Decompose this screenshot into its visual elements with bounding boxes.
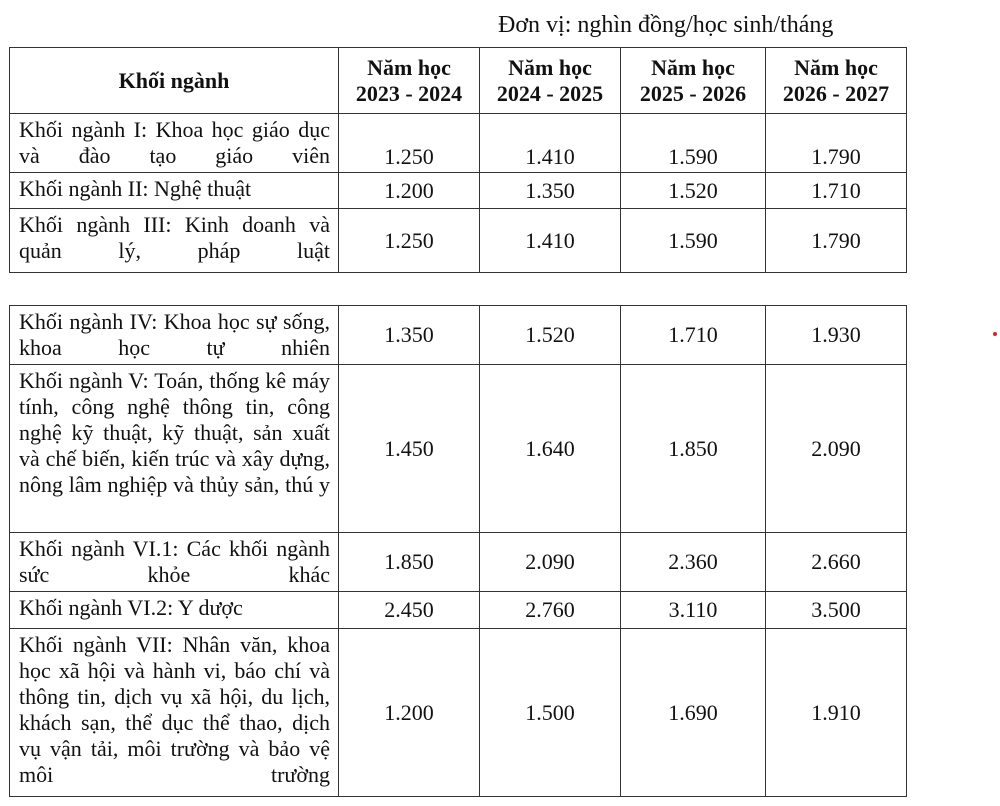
value-cell: 1.590 [621,209,766,273]
value-cell: 2.760 [480,592,621,629]
value-cell: 1.790 [766,114,907,173]
table-row [10,365,907,533]
value-cell: 1.410 [480,114,621,173]
header-year-2024-2025: Năm học 2024 - 2025 [480,48,621,114]
value-cell: 2.090 [480,533,621,592]
row-name: Khối ngành VII: Nhân văn, khoa học xã hội và hành vi, báo chí và thông tin, dịch vụ xã hội, du lịch, khách sạn, thể dục thể thao, dịch vụ vận tải, môi trường và bảo vệ môi trường [10,629,339,797]
table-row [10,114,907,173]
value-cell: 1.850 [339,533,480,592]
table-row [10,173,907,209]
value-cell: 1.250 [339,209,480,273]
unit-note: Đơn vị: nghìn đồng/học sinh/tháng [498,12,834,38]
value-cell: 1.410 [480,209,621,273]
table-row [10,533,907,592]
value-cell: 1.250 [339,114,480,173]
row-name: Khối ngành II: Nghệ thuật [10,173,339,209]
row-name: Khối ngành VI.1: Các khối ngành sức khỏe khác [10,533,339,592]
value-cell: 1.500 [480,629,621,797]
table-row [10,592,907,629]
value-cell: 1.590 [621,114,766,173]
value-cell: 1.790 [766,209,907,273]
value-cell: 1.520 [621,173,766,209]
row-name: Khối ngành III: Kinh doanh và quản lý, pháp luật [10,209,339,273]
value-cell: 1.520 [480,306,621,365]
table-row [10,209,907,273]
value-cell: 1.200 [339,629,480,797]
value-cell: 1.930 [766,306,907,365]
value-cell: 1.450 [339,365,480,533]
value-cell: 3.110 [621,592,766,629]
header-year-2026-2027: Năm học 2026 - 2027 [766,48,907,114]
value-cell: 2.660 [766,533,907,592]
value-cell: 1.690 [621,629,766,797]
value-cell: 3.500 [766,592,907,629]
header-discipline-group: Khối ngành [10,48,339,114]
row-name: Khối ngành I: Khoa học giáo dục và đào tạo giáo viên [10,114,339,173]
value-cell: 1.200 [339,173,480,209]
value-cell: 2.360 [621,533,766,592]
header-year-2023-2024: Năm học 2023 - 2024 [339,48,480,114]
row-name: Khối ngành V: Toán, thống kê máy tính, công nghệ thông tin, công nghệ kỹ thuật, kỹ thuật, sản xuất và chế biến, kiến trúc và xây dựng, nông lâm nghiệp và thủy sản, thú y [10,365,339,533]
value-cell: 2.090 [766,365,907,533]
value-cell: 1.710 [621,306,766,365]
value-cell: 1.710 [766,173,907,209]
value-cell: 1.640 [480,365,621,533]
header-row [10,48,907,114]
table-row [10,306,907,365]
value-cell: 1.350 [480,173,621,209]
value-cell: 1.350 [339,306,480,365]
tuition-table-part-2 [9,305,907,797]
table-row [10,629,907,797]
header-year-2025-2026: Năm học 2025 - 2026 [621,48,766,114]
value-cell: 1.850 [621,365,766,533]
row-name: Khối ngành IV: Khoa học sự sống, khoa học tự nhiên [10,306,339,365]
red-dot-marker [993,332,997,336]
row-name: Khối ngành VI.2: Y dược [10,592,339,629]
tuition-table-part-1 [9,47,907,273]
value-cell: 1.910 [766,629,907,797]
value-cell: 2.450 [339,592,480,629]
